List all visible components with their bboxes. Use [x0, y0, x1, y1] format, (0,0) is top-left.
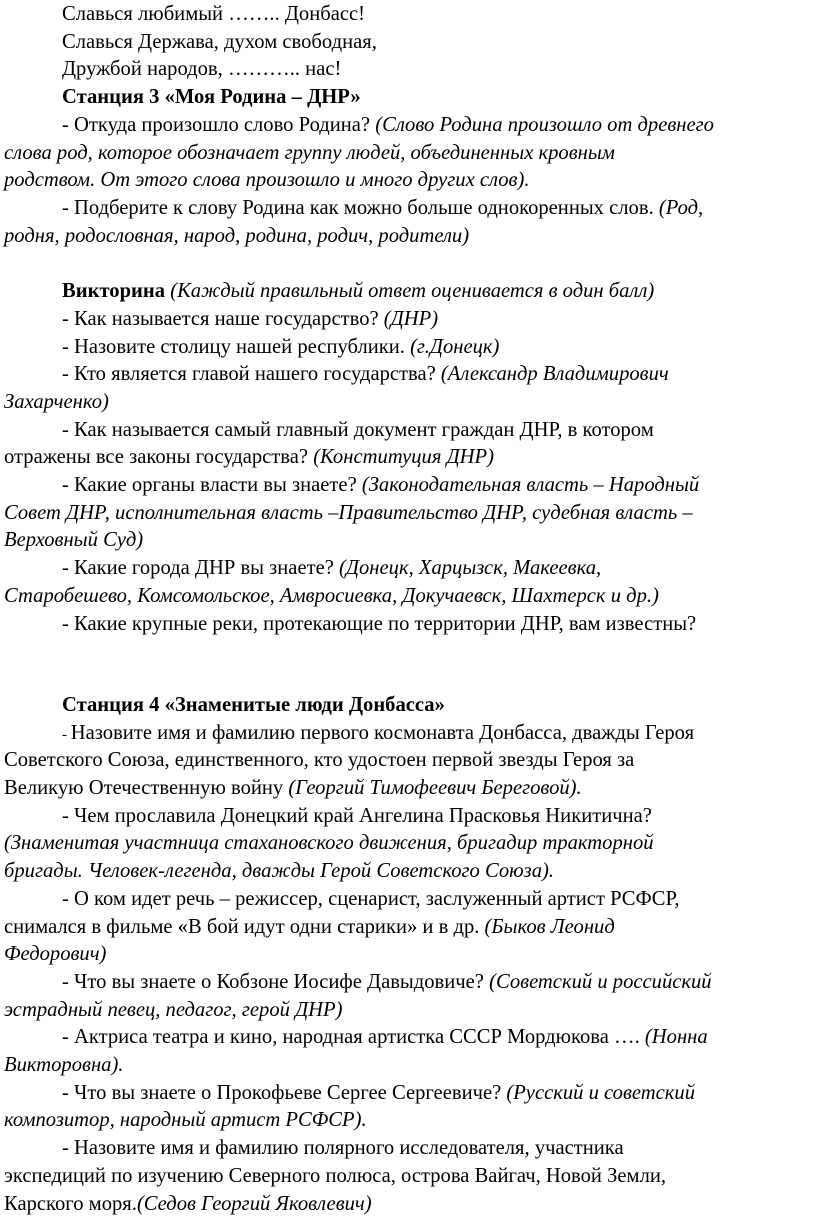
answer-text: Совет ДНР, исполнительная власть –Правительство ДНР, судебная власть – — [4, 502, 693, 524]
text-line — [4, 774, 582, 802]
body-text: отражены все законы государства? — [4, 446, 314, 468]
text-line — [62, 194, 703, 222]
answer-text: Федорович) — [4, 943, 107, 965]
text-line — [4, 1106, 367, 1134]
body-text: Карского моря. — [4, 1193, 137, 1215]
body-text: Назовите имя и фамилию первого космонавта Донбасса, дважды Героя — [70, 722, 695, 744]
text-line — [4, 996, 342, 1024]
text-line — [4, 857, 554, 885]
body-text: - Актриса театра и кино, народная артистка СССР Мордюкова …. — [62, 1026, 645, 1048]
body-text: - О ком идет речь – режиссер, сценарист, заслуженный артист РСФСР, — [62, 888, 680, 910]
text-line — [62, 1134, 624, 1162]
body-text: - Какие города ДНР вы знаете? — [62, 557, 340, 579]
text-line — [4, 166, 530, 194]
answer-text: (Донецк, Харцызск, Макеевка, — [339, 557, 602, 579]
body-text: - Подберите к слову Родина как можно больше однокоренных слов. — [62, 197, 659, 219]
text-line — [62, 554, 601, 582]
text-line — [62, 277, 654, 305]
answer-text: (Георгий Тимофеевич Береговой). — [288, 777, 582, 799]
text-line — [62, 719, 694, 747]
text-line — [62, 305, 438, 333]
text-line — [62, 802, 652, 830]
text-line — [4, 582, 659, 610]
answer-text: (Александр Владимирович — [440, 363, 669, 385]
body-text: Славься Держава, духом свободная, — [62, 31, 377, 53]
body-text: - Откуда произошло слово Родина? — [62, 114, 376, 136]
text-line — [4, 940, 106, 968]
answer-text: (г.Донецк) — [410, 336, 500, 358]
body-text: Дружбой народов, ……….. нас! — [62, 58, 342, 80]
answer-text: слова род, которое обозначает группу людей, объединенных кровным — [4, 142, 615, 164]
body-text: - Как называется самый главный документ граждан ДНР, в котором — [62, 419, 654, 441]
text-line — [4, 499, 693, 527]
body-text: Великую Отечественную войну — [4, 777, 289, 799]
answer-text: (Нонна — [644, 1026, 708, 1048]
body-text: - Кто является главой нашего государства? — [62, 363, 441, 385]
answer-text: Старобешево, Комсомольское, Амвросиевка, Докучаевск, Шахтерск и др.) — [4, 585, 659, 607]
answer-text: (Знаменитая участница стахановского движения, бригадир тракторной — [4, 832, 654, 854]
text-line — [62, 111, 714, 139]
text-line — [4, 746, 634, 774]
answer-text: (Русский и советский — [506, 1082, 696, 1104]
answer-text: родня, родословная, народ, родина, родич, родители) — [4, 225, 470, 247]
body-text: снимался в фильме «В бой идут одни старики» и в др. — [4, 916, 485, 938]
text-line — [4, 1051, 123, 1079]
heading-text: Станция 4 «Знаменитые люди Донбасса» — [62, 694, 445, 716]
text-line — [62, 83, 361, 111]
text-line — [62, 610, 696, 638]
text-line — [62, 55, 341, 83]
text-line — [4, 829, 654, 857]
text-line — [4, 526, 143, 554]
text-line — [62, 968, 712, 996]
answer-text: бригады. Человек-легенда, дважды Герой Советского Союза). — [4, 860, 555, 882]
answer-text: (Седов Георгий Яковлевич) — [136, 1193, 372, 1215]
body-text: - Что вы знаете о Прокофьеве Сергее Сергеевиче? — [62, 1082, 507, 1104]
text-line — [62, 885, 680, 913]
answer-text: (Законодательная власть – Народный — [361, 474, 700, 496]
body-text: - Назовите имя и фамилию полярного исследователя, участника — [62, 1137, 624, 1159]
answer-text: Верховный Суд) — [4, 529, 144, 551]
body-text: - Как называется наше государство? — [62, 308, 384, 330]
body-text: - — [62, 727, 71, 743]
text-line — [62, 416, 654, 444]
body-text: - Какие крупные реки, протекающие по территории ДНР, вам известны? — [62, 613, 697, 635]
answer-text: (Советский и российский — [489, 971, 712, 993]
text-line — [4, 1162, 666, 1190]
text-line — [62, 333, 499, 361]
body-text: Советского Союза, единственного, кто удостоен первой звезды Героя за — [4, 749, 635, 771]
text-line — [4, 388, 109, 416]
answer-text: Викторовна). — [4, 1054, 124, 1076]
answer-text: (Конституция ДНР) — [313, 446, 494, 468]
body-text: - Какие органы власти вы знаете? — [62, 474, 362, 496]
text-line — [4, 913, 615, 941]
body-text: - Назовите столицу нашей республики. — [62, 336, 411, 358]
answer-text: композитор, народный артист РСФСР). — [4, 1109, 367, 1131]
text-line — [62, 360, 669, 388]
text-line — [62, 691, 445, 719]
body-text: Славься любимый …….. Донбасс! — [62, 3, 365, 25]
body-text: экспедиций по изучению Северного полюса, острова Вайгач, Новой Земли, — [4, 1165, 667, 1187]
text-line — [62, 1079, 695, 1107]
text-line — [4, 139, 615, 167]
body-text: - Что вы знаете о Кобзоне Иосифе Давыдовиче? — [62, 971, 490, 993]
answer-text: эстрадный певец, педагог, герой ДНР) — [4, 999, 343, 1021]
heading-text: Станция 3 «Моя Родина – ДНР» — [62, 86, 361, 108]
text-line — [4, 1190, 372, 1218]
answer-text: родством. От этого слова произошло и много других слов). — [4, 169, 530, 191]
answer-text: (Слово Родина произошло от древнего — [375, 114, 714, 136]
body-text: - Чем прославила Донецкий край Ангелина Прасковья Никитична? — [62, 805, 652, 827]
answer-text: (ДНР) — [383, 308, 439, 330]
answer-text: Захарченко) — [4, 391, 109, 413]
text-line — [62, 1023, 708, 1051]
text-line — [4, 443, 494, 471]
answer-text: (Каждый правильный ответ оценивается в один балл) — [170, 280, 655, 302]
text-line — [62, 28, 377, 56]
text-line — [62, 0, 365, 28]
heading-text: Викторина — [62, 280, 171, 302]
text-line — [62, 471, 699, 499]
answer-text: (Быков Леонид — [484, 916, 615, 938]
answer-text: (Род, — [658, 197, 704, 219]
text-line — [4, 222, 469, 250]
